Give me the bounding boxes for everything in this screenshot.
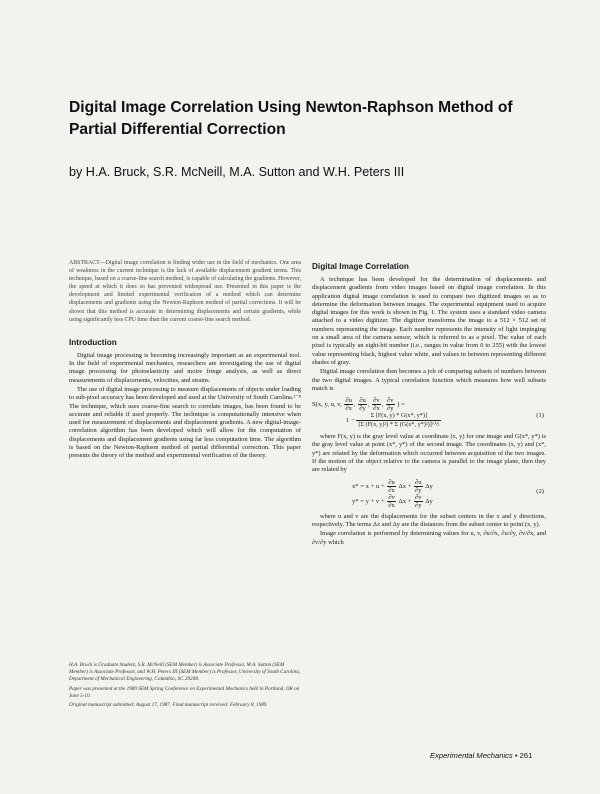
eq1-equals: ) = (397, 401, 405, 409)
eq1-lhs: S(x, y, u, v, (312, 401, 342, 409)
dic-paragraph: Image correlation is performed by determining values for u, v, ∂u/∂x, ∂u/∂y, ∂v/∂x, and ∂v/∂y which (312, 530, 546, 546)
footnote-manuscript-dates: Original manuscript submitted: August 17, 1987. Final manuscript received: February 8, 1989. (69, 702, 268, 709)
eq2-label: (2) (536, 487, 544, 495)
author-footnote (69, 662, 301, 711)
introduction-paragraph: Digital image processing is becoming increasingly important as an experimental tool. In the field of experimental mechanics, researchers are investigating the use of digital image processing for photoelasticity and moire fringe analysis, as well as direct measurements of displacements, velocities, and strains. (69, 351, 301, 384)
eq1-denominator: [Σ (F(x, y)²) * Σ (G(x*, y*)²)]^½ (358, 421, 440, 429)
right-column (312, 262, 546, 548)
eq1-one-minus: 1 − (346, 417, 355, 425)
left-column (69, 259, 301, 462)
eq1-numerator: Σ [F(x, y) * G(x*, y*)] (356, 412, 441, 421)
dic-paragraph: where u and v are the displacements for the subset centers in the x and y directions, respectively. The terms Δx and Δy are the distances from the subset center to point (x, y). (312, 512, 546, 528)
abstract: ABSTRACT—Digital image correlation is finding wider use in the field of mechanics. One area of weakness in the current technique is the lack of available displacement gradient terms. This technique, based on a coarse-fine search method, is capable of calculating the gradients. However, the speed at which it does so has prevented widespread use. Presented in this paper is the development and limited experimental verification of a method which can determine displacements and gradients using the Newton-Raphson method of partial corrections. It will be shown that this method is accurate in determining displacements and certain gradients, while using significantly less CPU time than the current coarse-fine search method. (69, 260, 301, 323)
dic-paragraph: where F(x, y) is the gray level value at coordinate (x, y) for one image and G(x*, y*) is the gray level value at point (x*, y*) of the second image. The coordinates (x, y) and (x*, y*) are related by the deformation which occurred between acquisition of the two images. If the motion of the object relative to the camera is parallel to the image plane, then they are related by (312, 433, 546, 474)
eq2-line2: y* = y + v + (352, 497, 385, 505)
footer-bullet: • (514, 751, 518, 760)
author-line: by H.A. Bruck, S.R. McNeill, M.A. Sutton and W.H. Peters III (69, 165, 405, 179)
equation-2: x* = x + u + $\frac{\partial u}{\partial x}$ Δx + $\frac{\partial u}{\partial y}$ Δy y* = y + v + $\frac{\partial v}{\partial x}$ Δx + $\frac{\partial v}{\partial y}$ Δy (2) (352, 478, 544, 509)
introduction-heading: Introduction (69, 337, 117, 347)
paper-title: Digital Image Correlation Using Newton-Raphson Method of Partial Differential Correction (69, 99, 513, 138)
page-footer (430, 751, 532, 760)
journal-name: Experimental Mechanics (430, 751, 513, 760)
eq2-line1: x* = x + u + (352, 482, 385, 490)
footnote-presentation: Paper was presented at the 1989 SEM Spring Conference on Experimental Mechanics held in Portland, OR on June 5-10. (69, 685, 300, 699)
page-number: 261 (519, 751, 533, 760)
introduction-paragraph: The use of digital image processing to measure displacements of objects under loading to sub-pixel accuracy has been developed and used at the University of South Carolina.¹⁻⁸ The technique, which uses coarse-fine search to correlate images, has been found to be accurate and reliable if used properly. The technique is computationally intensive when used for measurement of displacements and displacement gradients. A new digital-image-correlation algorithm has been developed which will allow for the computation of displacements and displacement gradients using far less computation time. The algorithm is based on the Newton-Raphson method of partial differential correction. This paper presents the theory of the method and experimental verification of the theory. (69, 385, 301, 460)
equation-1: S(x, y, u, v, $\frac{\partial u}{\partial x}$ , $\frac{\partial u}{\partial y}$ , $\frac{\partial v}{\partial x}$ , $\frac{\partial v}{\partial y}$ ) = 1 − $\frac{\Sigma [F(x, y) * G(x*, y*)]}{\text{[Σ (F(x, y)²) * Σ (G(x*, y*)²)]\textasciicircum{}½}}$ (1) (312, 397, 544, 429)
footnote-affiliation: H.A. Bruck is Graduate Student, S.R. McNeill (SEM Member) is Associate Professor, M.A. Sutton (SEM Member) is Associate Professor, and W.H. Peters III (SEM Member) is Professor, University of South Carolina, Department of Mechanical Engineering, Columbia, SC 29208. (69, 662, 301, 683)
dic-paragraph: A technique has been developed for the determination of displacements and displacement gradients from video images based on digital image correlation. In this application digital image correlation is used to compare two digitized images so as to determine the deformation between images. The experimental equipment used to acquire digital images for this work is shown in Fig. 1. The system uses a standard video camera attached to a video digitizer. The digitizer transforms the image to a 512 × 512 set of numbers representing the image. Each number represents the intensity of light impinging on a small area of the camera sensor, which is referred to as a pixel. The value of each pixel is typically an eight-bit number (i.e., ranges in value from 0 to 255) with the lowest value representing black, highest value white, and values in between representing different shades of gray. (312, 276, 546, 366)
dic-heading: Digital Image Correlation (312, 262, 409, 271)
dic-paragraph: Digital image correlation then becomes a job of comparing subsets of numbers between the two digital images. A typical correlation function which measures how well subsets match is (312, 368, 546, 392)
eq1-label: (1) (536, 412, 544, 420)
